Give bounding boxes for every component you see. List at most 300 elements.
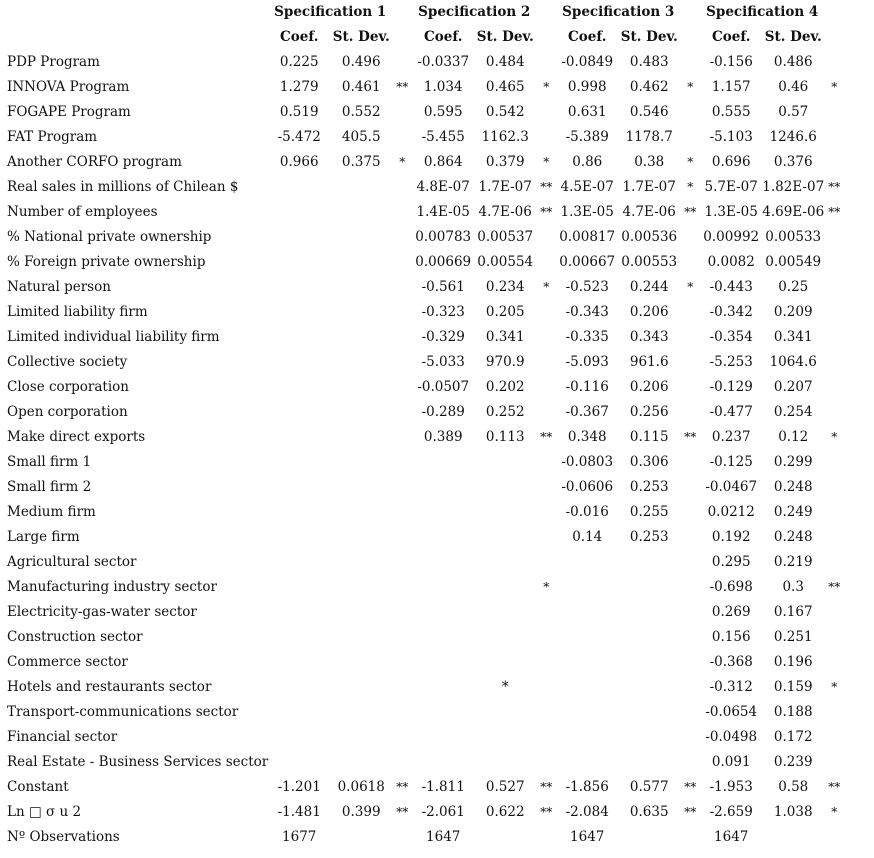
spec-4-stdev-cell: 0.58 [778,779,809,795]
spec-3-stdev-cell: 0.577 [629,779,669,795]
spec-2-sig-cell [536,750,556,775]
spec-2-stdev-cell: 0.527 [485,779,525,795]
coef-header: Coef. [424,29,463,45]
spec-4-sig-cell [824,50,844,75]
spec-4-stdev-cell: 0.209 [773,304,813,320]
spec-4-stdev-cell: 0.46 [778,79,809,95]
spec-1-sig-cell [392,350,412,375]
row-label: Limited individual liability firm [7,329,220,345]
row-label: Another CORFO program [7,154,182,170]
spec-1-stdev-cell [330,425,392,450]
spec-3-stdev-cell: 961.6 [629,354,669,370]
spec-2-coef-cell [412,500,474,525]
spec-1-header: Specification 1 [274,4,387,20]
spec-3-coef-cell: -0.335 [565,329,609,345]
spec-4-coef-cell: -0.129 [709,379,753,395]
spec-4-coef-cell: 0.555 [711,104,751,120]
spec-4-stdev-cell: 0.167 [773,604,813,620]
spec-3-sig-cell [680,625,700,650]
spec-4-sig-cell [824,750,844,775]
spec-1-sig-cell [392,300,412,325]
spec-1-stdev-cell [330,400,392,425]
spec-3-stdev-cell [618,750,680,775]
spec-3-coef-cell: 0.86 [572,154,603,170]
spec-3-sig-cell [680,250,700,275]
spec-4-coef-cell: 0.696 [711,154,751,170]
spec-4-sig-cell: ** [828,580,841,594]
spec-3-stdev-cell: 1.7E-07 [622,179,676,195]
stdev-header: St. Dev. [620,29,678,45]
table-row [0,50,844,75]
row-label: FAT Program [7,129,98,145]
spec-3-sig-cell [680,400,700,425]
spec-4-stdev-cell: 0.188 [773,704,813,720]
spec-3-stdev-cell: 0.206 [629,379,669,395]
spec-4-coef-cell: -0.312 [709,679,753,695]
spec-2-stdev-cell [474,500,536,525]
spec-1-coef-cell [268,750,330,775]
spec-3-coef-cell: -0.0606 [561,479,614,495]
spec-4-stdev-cell: 0.25 [778,279,809,295]
table-row [0,800,844,825]
spec-4-stdev-cell: 0.207 [773,379,813,395]
spec-1-coef-cell [268,200,330,225]
spec-4-coef-cell: -1.953 [709,779,753,795]
spec-3-sig-cell: * [687,80,694,94]
spec-4-stdev-cell: 0.251 [773,629,813,645]
table-row [0,450,844,475]
spec-4-sig-cell [824,325,844,350]
spec-1-coef-cell: 0.519 [279,104,319,120]
spec-4-stdev-cell: 0.196 [773,654,813,670]
spec-4-stdev-cell: 0.299 [773,454,813,470]
table-row [0,100,844,125]
spec-1-sig-cell [392,475,412,500]
table-row [0,350,844,375]
spec-1-stdev-cell [330,500,392,525]
spec-3-coef-cell [556,700,618,725]
table-row [0,500,844,525]
spec-1-sig-cell [392,750,412,775]
spec-1-coef-cell [268,425,330,450]
spec-4-coef-cell: -0.0498 [705,729,758,745]
spec-2-sig-cell [536,300,556,325]
spec-header-row [0,0,844,25]
spec-2-coef-cell [412,575,474,600]
spec-2-sig-cell [536,600,556,625]
table-row [0,600,844,625]
spec-3-coef-cell: -0.523 [565,279,609,295]
spec-3-sig-cell [680,750,700,775]
spec-4-sig-cell: ** [828,780,841,794]
spec-1-stdev-cell [330,675,392,700]
row-label: Construction sector [7,629,143,645]
spec-4-sig-cell [824,525,844,550]
spec-3-sig-cell [680,325,700,350]
spec-3-stdev-cell: 0.00553 [621,254,678,270]
spec-2-stdev-cell [474,550,536,575]
spec-4-stdev-cell [762,825,824,850]
row-label: Open corporation [7,404,128,420]
spec-3-coef-cell: 1.3E-05 [560,204,614,220]
spec-2-stdev-cell: 0.484 [485,54,525,70]
spec-1-coef-cell [268,475,330,500]
table-row [0,575,844,600]
row-label: % Foreign private ownership [7,254,206,270]
spec-2-sig-cell: ** [540,180,553,194]
row-label: Financial sector [7,729,118,745]
spec-2-stdev-cell: 1.7E-07 [478,179,532,195]
spec-3-sig-cell: * [687,180,694,194]
spec-2-sig-cell [536,450,556,475]
spec-3-stdev-cell: 0.253 [629,529,669,545]
table-row [0,625,844,650]
spec-2-coef-cell: 4.8E-07 [416,179,470,195]
row-label: PDP Program [7,54,100,70]
spec-2-stdev-cell [474,525,536,550]
spec-3-stdev-cell: 0.256 [629,404,669,420]
spec-4-coef-cell: 1647 [714,829,749,845]
spec-3-coef-cell [556,675,618,700]
spec-1-coef-cell [268,700,330,725]
spec-2-coef-cell [412,450,474,475]
spec-1-sig-cell: ** [396,805,409,819]
spec-3-stdev-cell: 0.343 [629,329,669,345]
table-row [0,700,844,725]
spec-1-stdev-cell: 405.5 [341,129,381,145]
spec-1-stdev-cell [330,700,392,725]
spec-1-coef-cell [268,675,330,700]
spec-1-coef-cell [268,350,330,375]
spec-4-coef-cell: 0.237 [711,429,751,445]
spec-1-sig-cell [392,450,412,475]
spec-3-sig-cell [680,600,700,625]
row-label: Transport-communications sector [7,704,239,720]
spec-4-stdev-cell: 0.341 [773,329,813,345]
spec-4-header: Specification 4 [706,4,819,20]
spec-3-coef-cell [556,625,618,650]
stdev-header: St. Dev. [764,29,822,45]
spec-4-sig-cell: * [831,80,838,94]
spec-4-stdev-cell: 0.00533 [765,229,822,245]
table-row [0,825,844,850]
spec-3-stdev-cell [618,725,680,750]
spec-1-coef-cell: 1677 [282,829,317,845]
spec-3-stdev-cell: 0.635 [629,804,669,820]
spec-3-stdev-cell: 0.255 [629,504,669,520]
spec-4-stdev-cell: 0.3 [782,579,804,595]
spec-4-stdev-cell: 1246.6 [769,129,817,145]
spec-1-coef-cell [268,400,330,425]
spec-3-sig-cell [680,225,700,250]
table-row [0,200,844,225]
spec-2-sig-cell [536,100,556,125]
spec-2-stdev-cell: 0.542 [485,104,525,120]
spec-4-coef-cell: -0.156 [709,54,753,70]
spec-1-sig-cell [392,500,412,525]
spec-3-coef-cell [556,600,618,625]
spec-3-sig-cell [680,125,700,150]
spec-2-coef-cell: -0.289 [421,404,465,420]
spec-3-stdev-cell [618,550,680,575]
spec-4-coef-cell: -5.103 [709,129,753,145]
spec-2-coef-cell [412,675,474,700]
spec-2-coef-cell: 0.595 [423,104,463,120]
spec-4-sig-cell: * [831,805,838,819]
table-row [0,675,844,700]
spec-2-coef-cell: -5.455 [421,129,465,145]
spec-2-coef-cell [412,725,474,750]
spec-3-coef-cell: -0.0849 [561,54,614,70]
spec-3-sig-cell [680,300,700,325]
spec-1-stdev-cell: 0.375 [341,154,381,170]
spec-4-stdev-cell: 0.172 [773,729,813,745]
spec-2-sig-cell [536,125,556,150]
spec-1-stdev-cell [330,275,392,300]
spec-1-stdev-cell: 0.496 [341,54,381,70]
spec-2-sig-cell [536,725,556,750]
spec-2-stdev-cell [474,450,536,475]
spec-2-sig-cell [536,50,556,75]
table-row [0,375,844,400]
spec-1-stdev-cell [330,725,392,750]
spec-4-stdev-cell: 0.254 [773,404,813,420]
spec-3-stdev-cell: 0.306 [629,454,669,470]
spec-2-sig-cell [536,525,556,550]
spec-2-stdev-cell [474,475,536,500]
spec-3-stdev-cell: 0.115 [629,429,669,445]
spec-3-sig-cell [680,675,700,700]
row-label: Electricity-gas-water sector [7,604,197,620]
spec-3-coef-cell: 0.00817 [559,229,616,245]
table-row [0,775,844,800]
spec-1-coef-cell [268,625,330,650]
column-header-row [0,25,844,50]
spec-2-stdev-cell: 0.113 [485,429,525,445]
spec-2-sig-cell [536,325,556,350]
spec-2-coef-cell [412,625,474,650]
row-label: Natural person [7,279,111,295]
spec-4-stdev-cell: 0.57 [778,104,809,120]
spec-3-sig-cell [680,725,700,750]
spec-1-sig-cell [392,200,412,225]
spec-1-coef-cell: 1.279 [279,79,319,95]
spec-1-coef-cell [268,175,330,200]
spec-3-coef-cell: 0.631 [567,104,607,120]
spec-4-coef-cell: 0.269 [711,604,751,620]
spec-3-coef-cell: -0.016 [565,504,609,520]
spec-4-stdev-cell: 0.00549 [765,254,822,270]
spec-4-coef-cell: 1.157 [711,79,751,95]
spec-3-coef-cell: -0.343 [565,304,609,320]
spec-2-coef-cell: -0.329 [421,329,465,345]
spec-2-coef-cell [412,550,474,575]
spec-1-stdev-cell [330,300,392,325]
spec-3-stdev-cell [618,700,680,725]
spec-1-coef-cell [268,550,330,575]
spec-4-sig-cell [824,300,844,325]
spec-4-stdev-cell: 4.69E-06 [762,204,825,220]
spec-3-coef-cell [556,650,618,675]
table-row [0,400,844,425]
spec-4-coef-cell: -0.477 [709,404,753,420]
spec-3-sig-cell: ** [684,780,697,794]
spec-3-sig-cell [680,650,700,675]
row-label: FOGAPE Program [7,104,131,120]
spec-3-stdev-cell [618,675,680,700]
spec-3-coef-cell: -0.116 [565,379,609,395]
row-label: Agricultural sector [7,554,137,570]
spec-1-coef-cell [268,300,330,325]
spec-4-coef-cell: -5.253 [709,354,753,370]
row-label: Make direct exports [7,429,146,445]
spec-3-stdev-cell [618,600,680,625]
spec-4-coef-cell: -0.342 [709,304,753,320]
spec-2-coef-cell: -0.561 [421,279,465,295]
spec-3-stdev-cell: 0.546 [629,104,669,120]
spec-2-stdev-cell [474,650,536,675]
spec-3-stdev-cell: 0.462 [629,79,669,95]
spec-3-stdev-cell [618,625,680,650]
spec-1-stdev-cell [330,825,392,850]
spec-2-sig-cell [536,825,556,850]
table-row [0,125,844,150]
spec-1-stdev-cell [330,600,392,625]
spec-3-sig-cell: * [687,155,694,169]
spec-1-sig-cell [392,325,412,350]
spec-4-sig-cell [824,500,844,525]
spec-2-sig-cell [536,250,556,275]
spec-4-coef-cell: -0.368 [709,654,753,670]
spec-2-sig-cell: ** [540,430,553,444]
spec-2-stdev-cell [474,625,536,650]
spec-2-stdev-cell: 0.202 [485,379,525,395]
spec-1-stdev-cell: 0.461 [341,79,381,95]
spec-1-stdev-cell [330,175,392,200]
spec-2-coef-cell: 0.389 [423,429,463,445]
row-label: Ln □ σ u 2 [7,804,82,820]
row-label: Constant [7,779,69,795]
table-row [0,325,844,350]
spec-3-coef-cell: -0.367 [565,404,609,420]
spec-1-coef-cell [268,275,330,300]
spec-2-sig-cell: ** [540,805,553,819]
spec-1-coef-cell [268,500,330,525]
spec-2-stdev-cell [474,725,536,750]
spec-2-sig-cell [536,625,556,650]
spec-2-stdev-cell: 0.341 [485,329,525,345]
spec-3-coef-cell: -5.093 [565,354,609,370]
spec-2-sig-cell: ** [540,780,553,794]
coef-header: Coef. [712,29,751,45]
spec-3-stdev-cell: 0.483 [629,54,669,70]
spec-3-stdev-cell [618,825,680,850]
spec-1-sig-cell [392,250,412,275]
spec-1-coef-cell: -1.481 [277,804,321,820]
spec-1-sig-cell [392,550,412,575]
row-label: Commerce sector [7,654,128,670]
spec-1-coef-cell [268,325,330,350]
spec-1-sig-cell [392,175,412,200]
spec-4-coef-cell: 0.0212 [707,504,755,520]
spec-2-sig-cell [536,700,556,725]
spec-3-coef-cell: -1.856 [565,779,609,795]
table-row [0,550,844,575]
spec-3-coef-cell: -5.389 [565,129,609,145]
spec-2-stdev-cell: 0.00537 [477,229,534,245]
spec-3-stdev-cell: 0.00536 [621,229,678,245]
table-row [0,425,844,450]
row-label: % National private ownership [7,229,212,245]
row-label: Close corporation [7,379,129,395]
spec-1-stdev-cell: 0.399 [341,804,381,820]
table-row [0,475,844,500]
spec-2-stdev-cell: 0.622 [485,804,525,820]
spec-3-coef-cell [556,725,618,750]
spec-1-sig-cell [392,625,412,650]
spec-4-coef-cell: 0.091 [711,754,751,770]
spec-1-coef-cell: 0.966 [279,154,319,170]
spec-3-sig-cell [680,525,700,550]
spec-2-stdev-cell [474,575,536,600]
spec-2-stdev-cell [474,600,536,625]
spec-1-stdev-cell: 0.0618 [337,779,385,795]
row-label: Small firm 2 [7,479,92,495]
spec-1-stdev-cell: 0.552 [341,104,381,120]
spec-2-coef-cell: 1.4E-05 [416,204,470,220]
spec-4-sig-cell: ** [828,180,841,194]
stdev-header: St. Dev. [332,29,390,45]
spec-1-coef-cell: -1.201 [277,779,321,795]
table-row [0,75,844,100]
row-label: Manufacturing industry sector [7,579,217,595]
spec-4-sig-cell [824,825,844,850]
spec-4-stdev-cell: 1064.6 [769,354,817,370]
spec-1-coef-cell [268,575,330,600]
spec-3-sig-cell [680,100,700,125]
spec-4-sig-cell [824,400,844,425]
spec-2-stdev-cell: 4.7E-06 [478,204,532,220]
spec-1-sig-cell [392,575,412,600]
spec-4-stdev-cell: 1.038 [773,804,813,820]
row-label: Real Estate - Business Services sector [7,754,269,770]
spec-4-stdev-cell: 1.82E-07 [762,179,825,195]
spec-2-sig-cell [536,475,556,500]
spec-2-stdev-cell: 0.252 [485,404,525,420]
spec-2-coef-cell: -5.033 [421,354,465,370]
spec-2-stdev-cell: * [501,679,509,695]
row-label: Real sales in millions of Chilean $ [7,179,239,195]
spec-4-coef-cell: 0.295 [711,554,751,570]
spec-3-coef-cell: 0.998 [567,79,607,95]
spec-3-stdev-cell [618,575,680,600]
spec-3-sig-cell [680,575,700,600]
spec-4-coef-cell: -0.698 [709,579,753,595]
spec-2-coef-cell: -0.323 [421,304,465,320]
spec-2-stdev-cell [474,750,536,775]
spec-1-stdev-cell [330,575,392,600]
table-row [0,525,844,550]
spec-1-stdev-cell [330,375,392,400]
spec-4-sig-cell: ** [828,205,841,219]
spec-3-header: Specification 3 [562,4,675,20]
row-label: Limited liability firm [7,304,148,320]
spec-1-sig-cell [392,400,412,425]
spec-4-sig-cell [824,700,844,725]
spec-3-coef-cell: 1647 [570,829,605,845]
spec-2-coef-cell: -2.061 [421,804,465,820]
table-row [0,150,844,175]
